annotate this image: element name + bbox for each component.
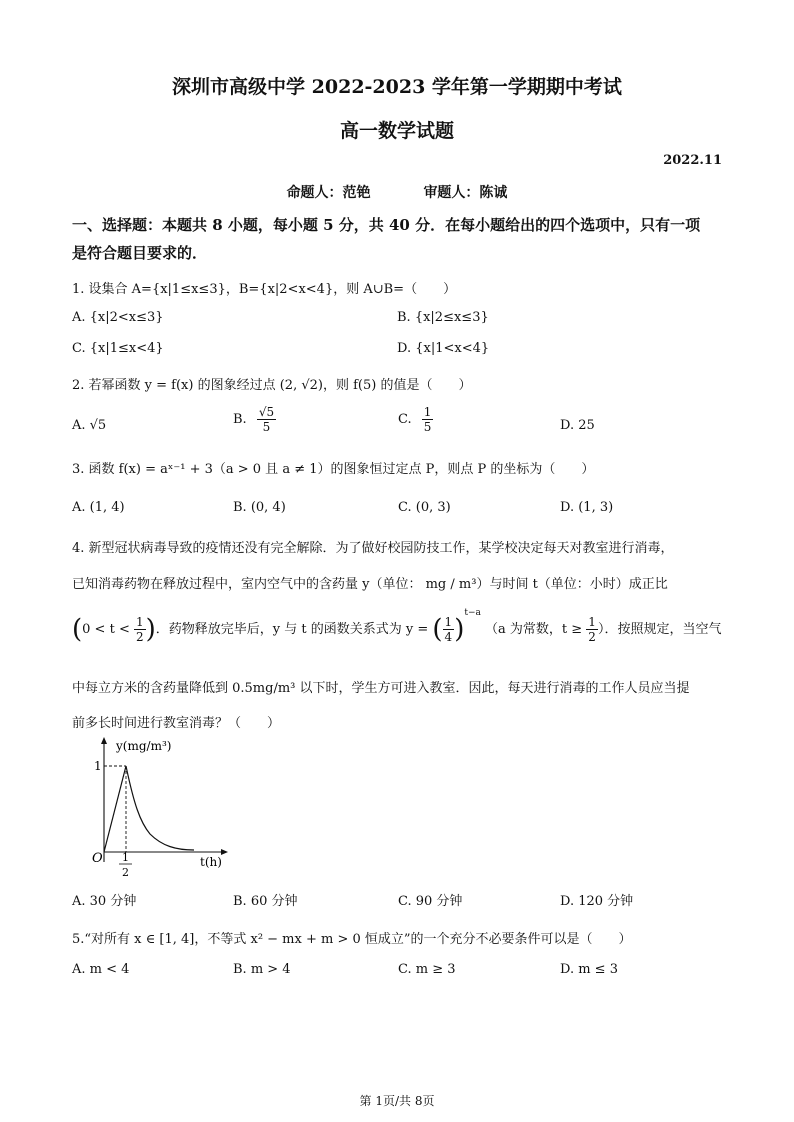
q3-option-b: B. (0, 4) [233,500,286,515]
q4-formula-text: ．药物释放完毕后，y 与 t 的函数关系式为 y = [155,622,429,637]
q2-option-a: A. √5 [72,418,107,433]
q4-concentration-graph [72,734,232,880]
q4-line2: 已知消毒药物在释放过程中，室内空气中的含药量 y（单位： mg / m³）与时间 t（单位：小时）成正比 [72,577,668,592]
exam-title: 深圳市高级中学 2022-2023 学年第一学期期中考试 [172,76,622,98]
q4-line3: (0 < t < $\frac{1}{2}$ )．药物释放完毕后，y 与 t 的函数关系式为 y = ( $\frac{1}{4}$ )$^{t-a}$ （a 为常数，t ≥ $\frac{1}{2}$ ）．按照规定，当空气 [72,608,722,645]
q4-condition-den: 2 [588,630,596,644]
q4-interval-text: 0 < t < [82,622,130,637]
q1-stem: 1. 设集合 A={x|1≤x≤3}，B={x|2<x<4}，则 A∪B=（ ） [72,282,457,297]
q3-option-a: A. (1, 4) [72,500,125,515]
q2-option-d: D. 25 [560,418,595,433]
graph-y-arrow [101,737,107,744]
q2-option-c-numerator: 1 [423,405,432,419]
q1-option-b: B. {x|2≤x≤3} [397,310,489,325]
graph-decay-curve [126,766,194,850]
question-reviewer: 审题人：陈诚 [423,185,508,201]
exam-date: 2022.11 [663,153,722,168]
q4-line5: 前多长时间进行教室消毒？（ ） [72,716,281,731]
q2-option-b-numerator: √5 [258,405,275,419]
q1-option-d: D. {x|1<x<4} [397,341,490,356]
q5-option-b: B. m > 4 [233,962,291,977]
q4-rule-text: ）．按照规定，当空气 [597,622,722,637]
q2-option-c-denominator: 5 [423,420,432,434]
q4-line1: 4. 新型冠状病毒导致的疫情还没有完全解除．为了做好校园防技工作，某学校决定每天对教室进行消毒， [72,541,674,556]
graph-x-arrow [221,849,228,855]
q4-interval-num: 1 [135,615,144,629]
q3-option-c: C. (0, 3) [398,500,451,515]
q4-option-b: B. 60 分钟 [233,894,298,909]
q2-stem: 2. 若幂函数 y = f(x) 的图象经过点 (2, √2)，则 f(5) 的值是（ ） [72,378,472,393]
section-heading-line1: 一、选择题：本题共 8 小题，每小题 5 分，共 40 分．在每小题给出的四个选项中，只有一项 [72,216,701,234]
q2-option-b-label: B. [233,412,247,427]
graph-xlabel: t(h) [200,855,222,869]
q4-interval-den: 2 [135,630,144,644]
q3-stem: 3. 函数 f(x) = aˣ⁻¹ + 3（a > 0 且 a ≠ 1）的图象恒过定点 P，则点 P 的坐标为（ ） [72,462,595,477]
graph-ylabel: y(mg/m³) [116,739,172,753]
q4-base-num: 1 [444,615,453,629]
graph-rise-segment [104,766,126,852]
q2-option-b [233,405,276,434]
page-footer: 第 1页/共 8页 [359,1094,435,1108]
q4-condition-text: （a 为常数，t ≥ [485,622,583,637]
q3-option-d: D. (1, 3) [560,500,614,515]
q4-base-den: 4 [444,630,453,644]
q2-option-c [398,405,433,434]
q5-option-c: C. m ≥ 3 [398,962,456,977]
q4-option-c: C. 90 分钟 [398,894,463,909]
graph-origin: O [92,851,103,866]
graph-xtick-num: 1 [122,851,129,864]
q5-option-d: D. m ≤ 3 [560,962,618,977]
exam-subtitle: 高一数学试题 [339,120,454,142]
authors-line [0,182,794,202]
q4-exponent: t−a [464,608,481,618]
graph-xtick-den: 2 [122,866,129,879]
q2-option-b-denominator: 5 [262,420,271,434]
section-heading-line2: 是符合题目要求的． [72,244,208,262]
q1-option-a: A. {x|2<x≤3} [72,310,164,325]
q4-condition-num: 1 [588,615,596,629]
question-setter: 命题人：范铯 [286,185,371,201]
q5-stem: 5.“对所有 x ∈ [1, 4]，不等式 x² − mx + m > 0 恒成立”的一个充分不必要条件可以是（ ） [72,932,632,947]
graph-ytick: 1 [94,759,102,773]
q1-option-c: C. {x|1≤x<4} [72,341,164,356]
q4-option-a: A. 30 分钟 [72,894,137,909]
q2-option-c-label: C. [398,412,412,427]
q4-option-d: D. 120 分钟 [560,894,634,909]
q4-line4: 中每立方米的含药量降低到 0.5mg/m³ 以下时，学生方可进入教室．因此，每天进行消毒的工作人员应当提 [72,681,690,696]
q5-option-a: A. m < 4 [72,962,130,977]
